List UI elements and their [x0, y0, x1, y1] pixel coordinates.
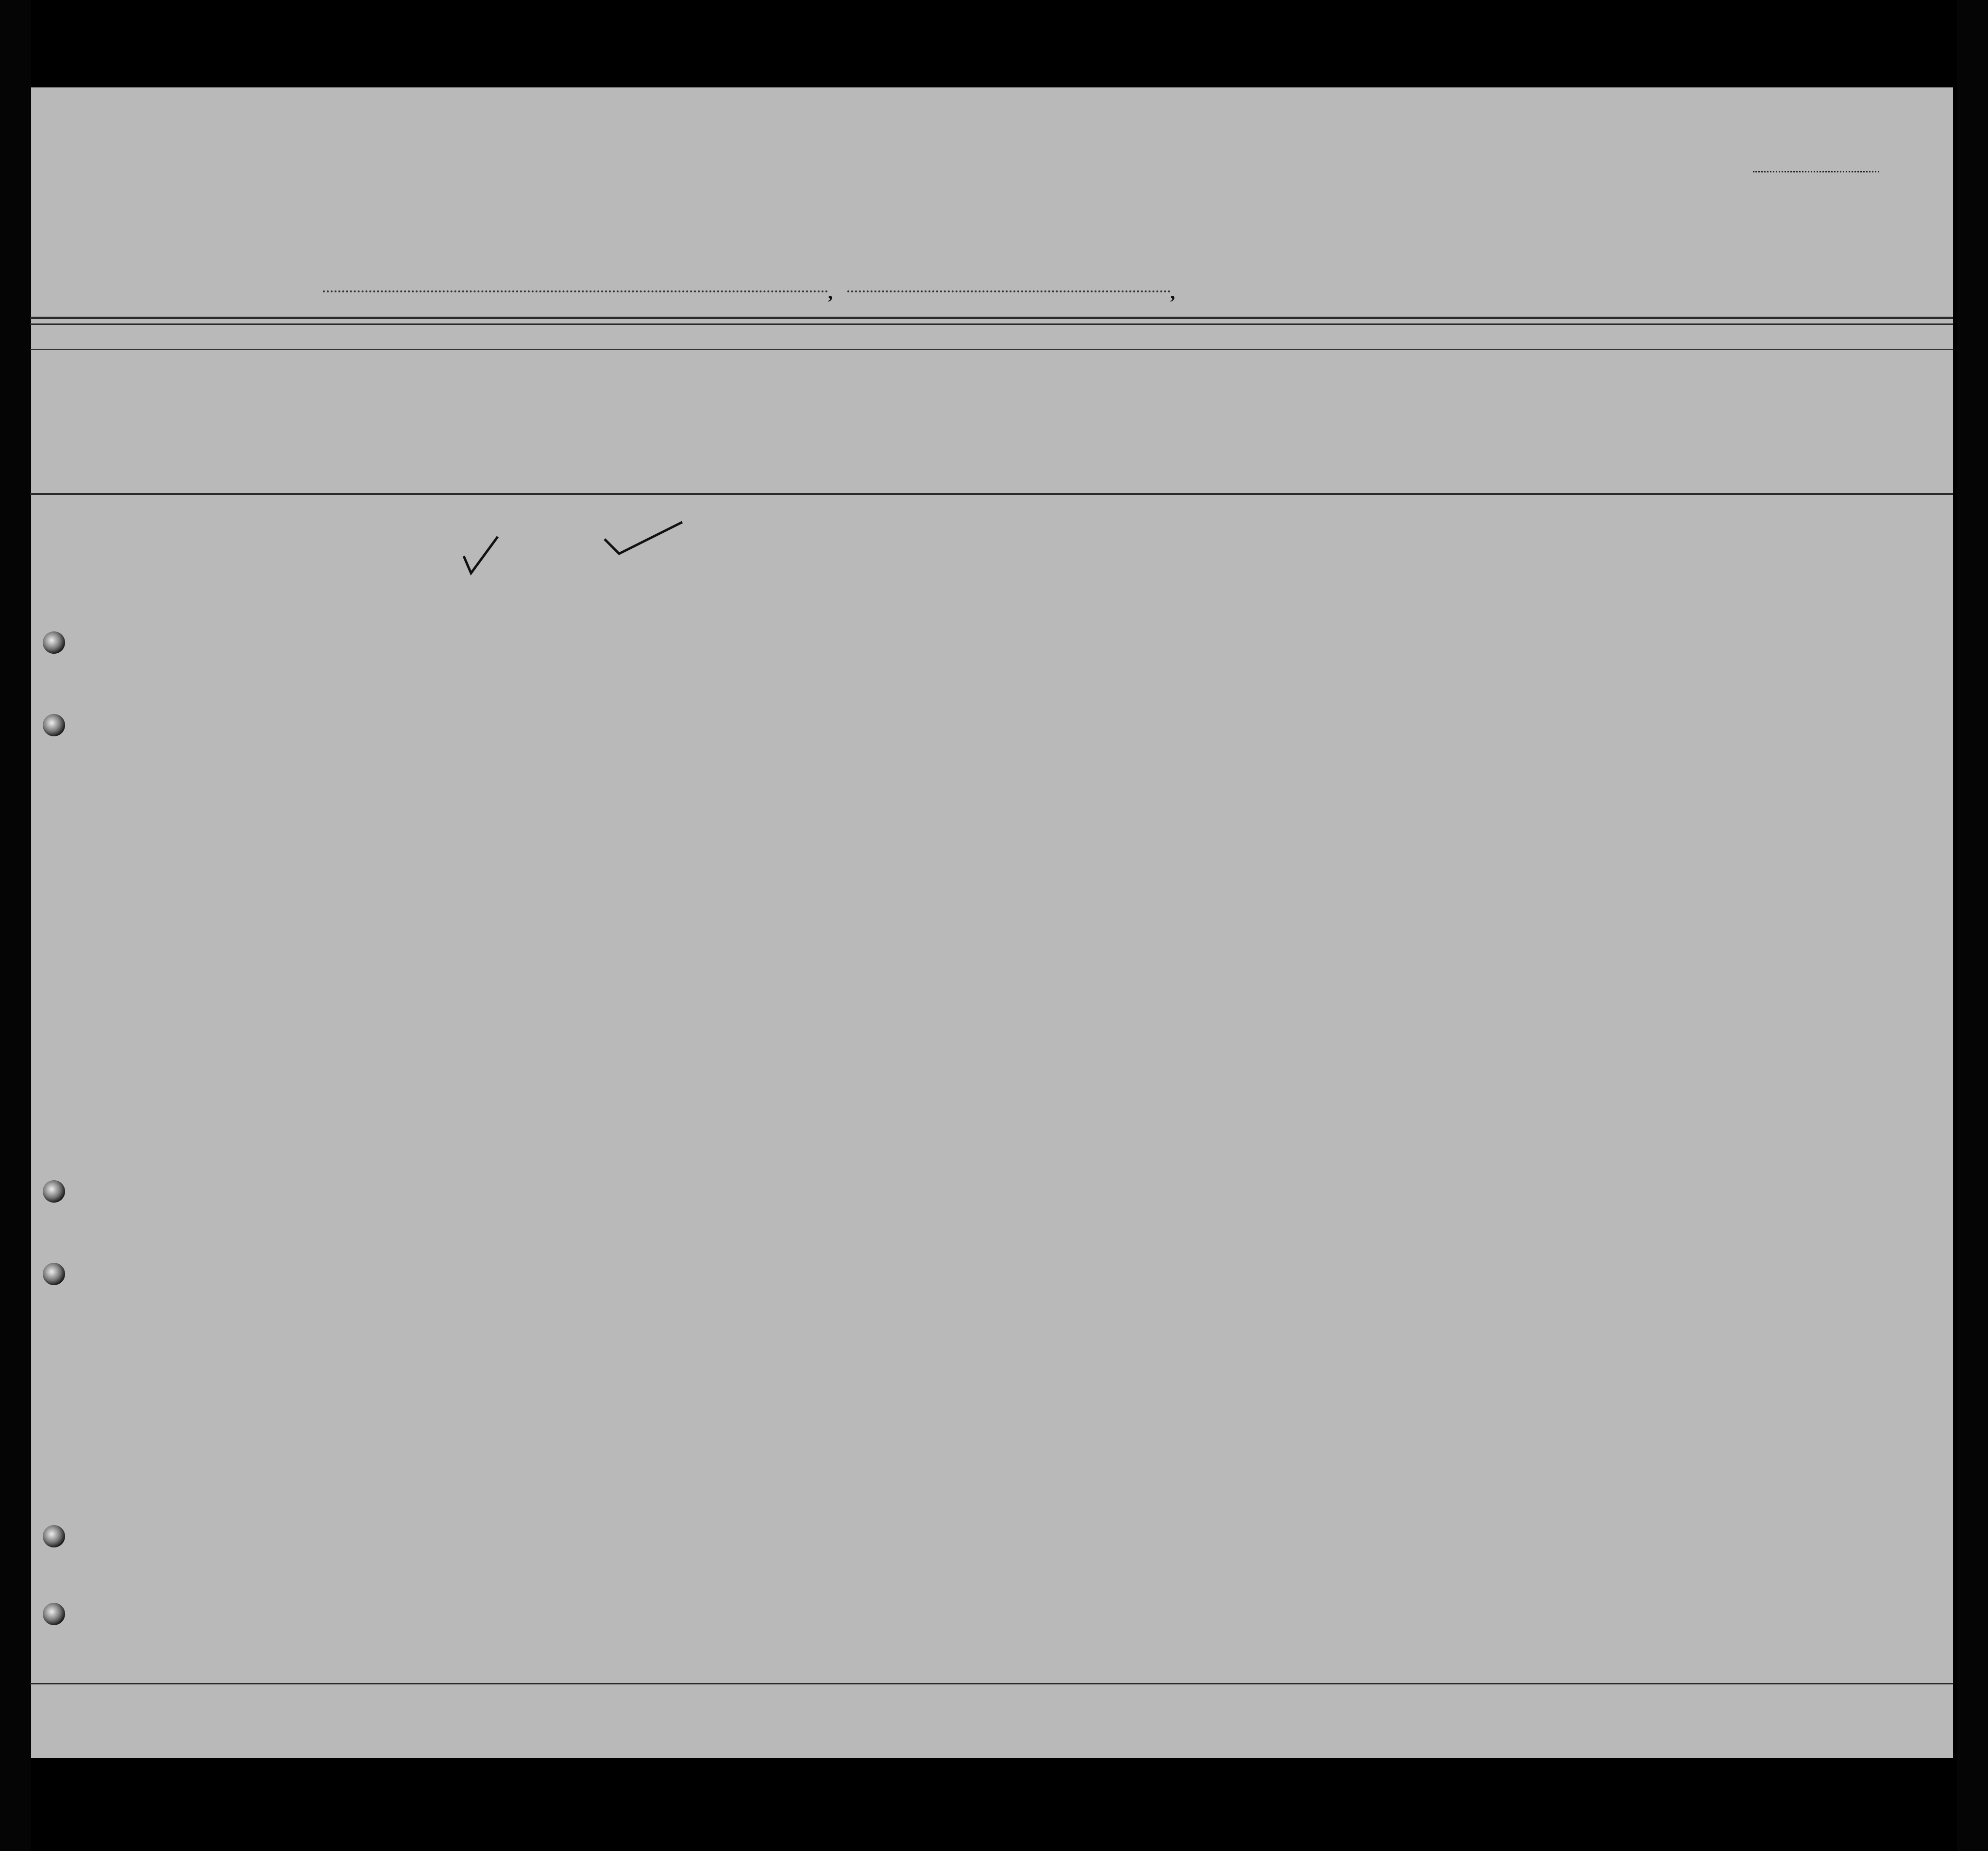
checkmark-row-1: [602, 520, 685, 559]
city-row-1: [486, 520, 488, 534]
comma: ,: [1170, 281, 1175, 303]
checkmark-row-1: [461, 534, 500, 578]
comma: ,: [828, 281, 833, 303]
table-bottom-rule: [30, 1683, 1953, 1684]
relative-address-row-1: [165, 505, 185, 549]
joining-row-1: [908, 503, 966, 561]
